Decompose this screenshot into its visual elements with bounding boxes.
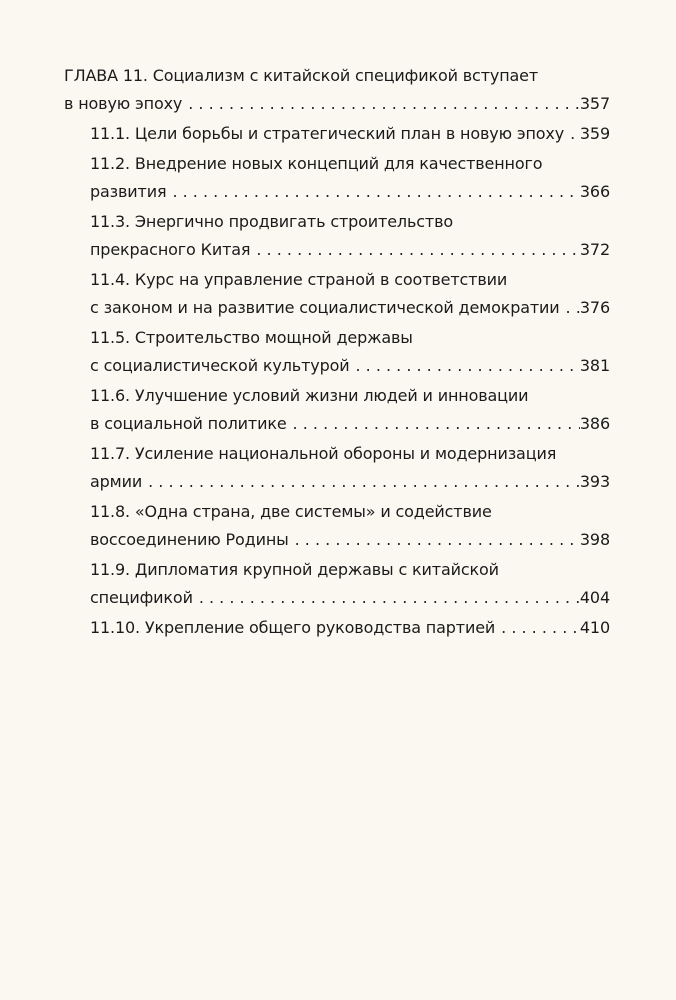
toc-section-11-7: [64, 440, 610, 496]
dot-leader: [287, 410, 580, 438]
section-last-line: [90, 294, 610, 322]
dot-leader: [182, 90, 580, 118]
section-last-line: [90, 584, 610, 612]
dot-leader: [142, 468, 580, 496]
section-last-line: [90, 468, 610, 496]
section-last-line: [90, 120, 610, 148]
section-title-line-1: 11.8. «Одна страна, две системы» и содействие: [90, 502, 492, 521]
section-title-line-2: спецификой: [90, 588, 193, 607]
section-last-line: [90, 236, 610, 264]
section-title-line-1: 11.1. Цели борьбы и стратегический план в новую эпоху: [90, 124, 565, 143]
section-title-line-2: с законом и на развитие социалистической демократии: [90, 298, 560, 317]
page-number: 359: [579, 124, 610, 143]
section-title-line-1: 11.3. Энергично продвигать строительство: [90, 212, 453, 231]
toc-section-11-4: [64, 266, 610, 322]
dot-leader: [560, 294, 580, 322]
dot-leader: [564, 120, 580, 148]
page-number: 386: [579, 414, 610, 433]
section-title-line-1: 11.5. Строительство мощной державы: [90, 328, 413, 347]
page-number: 393: [579, 472, 610, 491]
section-title-line-2: армии: [90, 472, 143, 491]
chapter-title-last-line: [64, 90, 610, 118]
section-last-line: [90, 410, 610, 438]
page-number: 404: [579, 588, 610, 607]
section-last-line: [90, 526, 610, 554]
dot-leader: [289, 526, 580, 554]
section-title-line-2: развития: [90, 182, 167, 201]
section-title-line-1: 11.4. Курс на управление страной в соответствии: [90, 270, 508, 289]
page-number: 410: [579, 618, 610, 637]
dot-leader: [349, 352, 579, 380]
toc-section-11-8: [64, 498, 610, 554]
toc-section-11-5: [64, 324, 610, 380]
page-number: 398: [579, 530, 610, 549]
page-number: 357: [579, 94, 610, 113]
dot-leader: [193, 584, 580, 612]
section-title-line-2: прекрасного Китая: [90, 240, 251, 259]
section-title-line-1: 11.10. Укрепление общего руководства партией: [90, 618, 496, 637]
section-title-line-1: 11.7. Усиление национальной обороны и модернизация: [90, 444, 557, 463]
table-of-contents: [64, 62, 610, 644]
section-last-line: [90, 178, 610, 206]
dot-leader: [250, 236, 580, 264]
section-title-line-2: в социальной политике: [90, 414, 287, 433]
section-title-line-1: 11.6. Улучшение условий жизни людей и инновации: [90, 386, 529, 405]
chapter-title-line-1: ГЛАВА 11. Социализм с китайской спецификой вступает: [64, 66, 539, 85]
section-title-line-1: 11.9. Дипломатия крупной державы с китайской: [90, 560, 499, 579]
dot-leader: [495, 614, 580, 642]
page-number: 376: [579, 298, 610, 317]
toc-section-11-1: [64, 120, 610, 148]
section-last-line: [90, 352, 610, 380]
toc-section-11-6: [64, 382, 610, 438]
toc-section-11-10: [64, 614, 610, 642]
dot-leader: [166, 178, 579, 206]
page-number: 381: [579, 356, 610, 375]
page-number: 372: [579, 240, 610, 259]
toc-section-11-2: [64, 150, 610, 206]
section-title-line-2: с социалистической культурой: [90, 356, 350, 375]
page-number: 366: [579, 182, 610, 201]
section-last-line: [90, 614, 610, 642]
section-title-line-1: 11.2. Внедрение новых концепций для качественного: [90, 154, 543, 173]
section-title-line-2: воссоединению Родины: [90, 530, 289, 549]
toc-section-11-3: [64, 208, 610, 264]
toc-chapter-11: [64, 62, 610, 118]
chapter-title-line-2: в новую эпоху: [64, 94, 183, 113]
toc-section-11-9: [64, 556, 610, 612]
